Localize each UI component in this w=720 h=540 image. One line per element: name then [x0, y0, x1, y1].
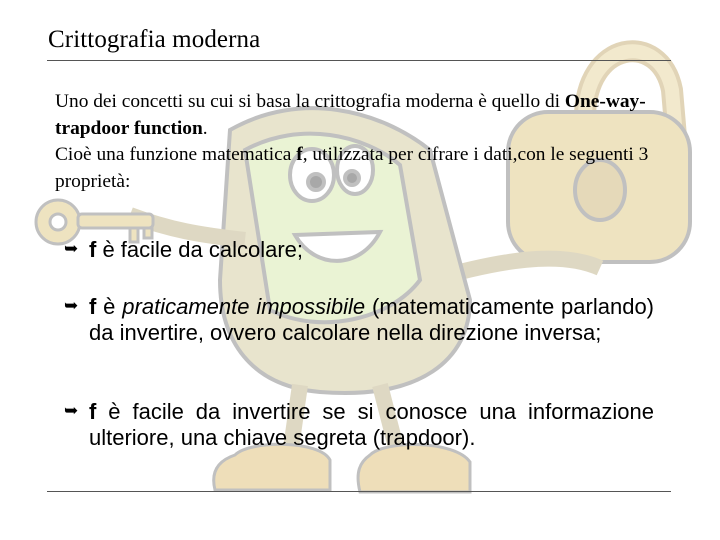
bullet-text: [89, 294, 654, 346]
arrow-bullet-icon: ➥: [64, 296, 79, 315]
bullet-body: è: [96, 294, 123, 319]
intro-text: , utilizzata per cifrare i dati,con le seguenti 3 proprietà:: [55, 144, 649, 192]
intro-bold-term: One-way-trapdoor function: [55, 91, 646, 139]
bullet-body: (matematicamente parlando) da invertire, ovvero calcolare nella direzione inversa;: [89, 294, 655, 345]
intro-bold-symbol: f: [296, 144, 303, 165]
page-title: Crittografia moderna: [48, 26, 261, 53]
arrow-bullet-icon: ➥: [64, 239, 79, 258]
intro-text: Uno dei concetti su cui si basa la crittografia moderna è quello di: [55, 91, 565, 112]
bullet-symbol: f: [89, 294, 97, 319]
intro-text: .: [202, 117, 208, 139]
bullet-symbol: f: [89, 399, 97, 424]
bullet-body: è facile da invertire se si conosce una informazione ulteriore, una chiave segreta (trapdoor).: [89, 399, 654, 450]
bullet-text: [89, 399, 654, 451]
intro-paragraph: [55, 89, 675, 195]
title-divider: [47, 60, 671, 61]
footer-divider: [47, 491, 671, 492]
arrow-bullet-icon: ➥: [64, 401, 79, 420]
bullet-italic: praticamente impossibile: [122, 294, 366, 319]
bullet-body: è facile da calcolare;: [96, 237, 303, 262]
shoes: [214, 444, 470, 492]
bullet-text: [89, 237, 654, 263]
bullet-symbol: f: [89, 237, 97, 262]
intro-text: Cioè una funzione matematica: [55, 144, 297, 165]
